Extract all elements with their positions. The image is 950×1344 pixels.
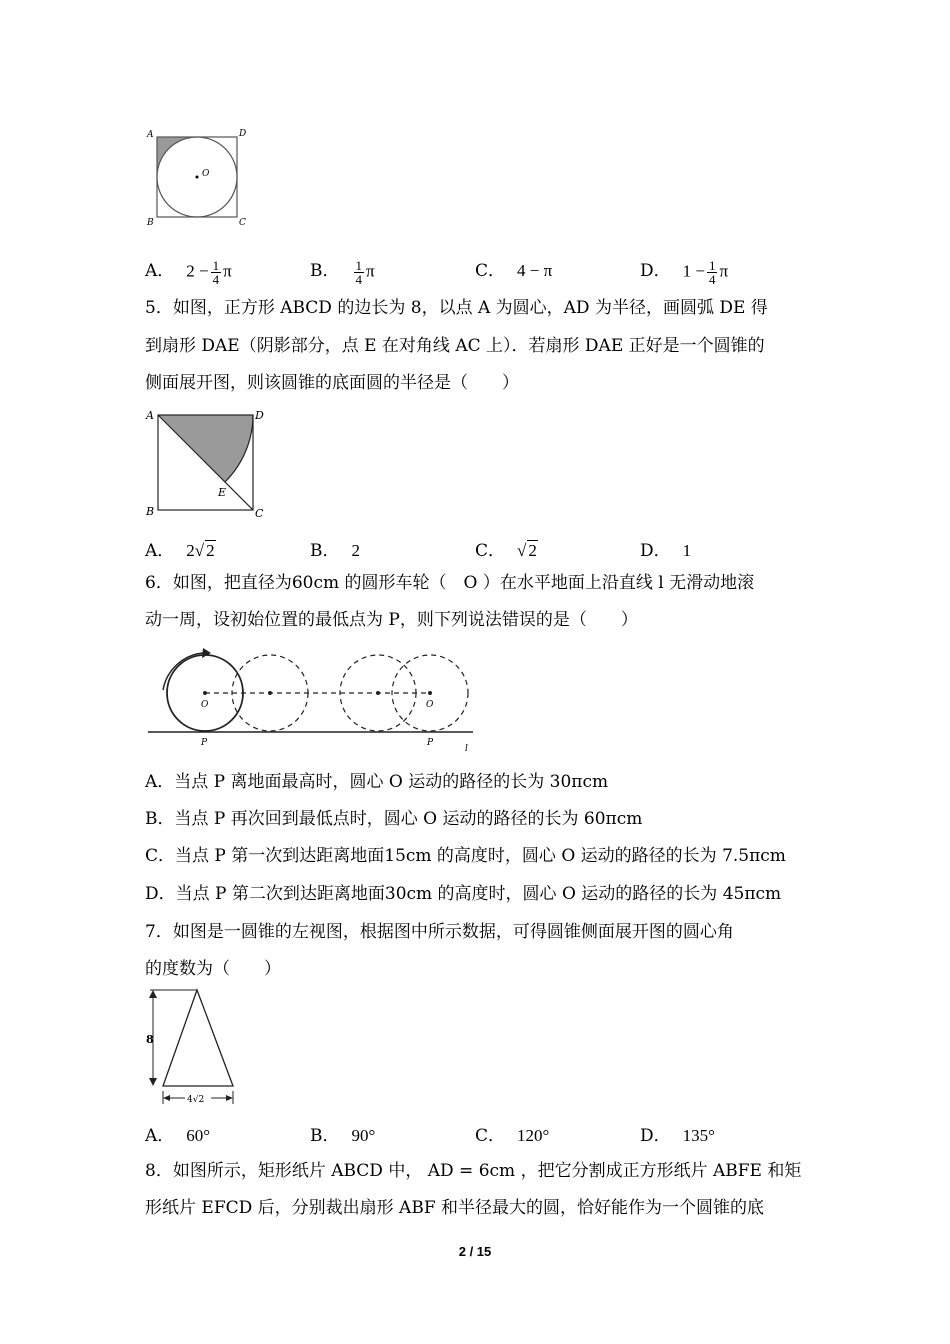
q5-options [145, 536, 825, 560]
q6-center-dot-3 [376, 691, 380, 695]
q5-figure [143, 405, 273, 520]
q6-label-l: l [465, 744, 468, 754]
q7-option-b[interactable]: B． 90° [310, 1126, 376, 1146]
q6-figure [143, 645, 483, 755]
q4-option-a[interactable]: A． 2 − $\frac{1}{4}$ π [145, 257, 232, 287]
q7-height-arrowhead-up-icon [149, 990, 157, 998]
q5-label-d: D [255, 409, 264, 422]
q7-triangle [163, 990, 233, 1086]
q5-option-c[interactable]: C． √ 2 [475, 541, 537, 561]
q7-label-base: 4√2 [187, 1095, 205, 1105]
q4-option-c[interactable]: C． 4 − π [475, 261, 553, 281]
q8-line-2: 形纸片 EFCD 后，分别裁出扇形 ABF 和半径最大的圆，恰好能作为一个圆锥的底 [145, 1198, 765, 1218]
q6-label-o-start: O [201, 700, 209, 710]
q5-option-a[interactable]: A． 2√ 2 [145, 541, 215, 561]
page-number: 2 / 15 [458, 1244, 492, 1259]
q7-figure [140, 985, 250, 1110]
q4-options [145, 256, 825, 287]
q6-center-dot-1 [203, 691, 207, 695]
q4-option-b[interactable]: B． $\frac{1}{4}$ π [310, 257, 375, 287]
q7-option-a[interactable]: A． 60° [145, 1126, 211, 1146]
q4-center-dot [196, 176, 199, 179]
q7-height-arrowhead-down-icon [149, 1078, 157, 1086]
q4-figure [143, 125, 253, 230]
q6-line-2: 动一周，设初始位置的最低点为 P，则下列说法错误的是（ ） [145, 610, 638, 630]
q4-label-c: C [239, 218, 246, 228]
q4-option-d[interactable]: D． 1 − $\frac{1}{4}$ π [640, 257, 729, 287]
q7-option-c[interactable]: C． 120° [475, 1126, 550, 1146]
q7-base-arrowhead-left-icon [163, 1095, 170, 1101]
q6-center-dot-2 [268, 691, 272, 695]
q6-statement-d[interactable]: D．当点 P 第二次到达距离地面30cm 的高度时，圆心 O 运动的路径的长为 45πcm [145, 884, 782, 904]
q7-option-d[interactable]: D． 135° [640, 1126, 715, 1146]
q7-label-height: 8 [146, 1033, 154, 1046]
q4-shaded-corner [157, 137, 193, 173]
q6-arrowhead-icon [202, 648, 211, 658]
q5-line-1: 5．如图，正方形 ABCD 的边长为 8，以点 A 为圆心，AD 为半径，画圆弧 DE 得 [145, 298, 768, 318]
q5-label-c: C [255, 507, 264, 520]
q5-line-3: 侧面展开图，则该圆锥的底面圆的半径是（ ） [145, 373, 519, 393]
q8-line-1: 8．如图所示，矩形纸片 ABCD 中， AD = 6cm ，把它分割成正方形纸片 ABFE 和矩 [145, 1161, 802, 1181]
q5-line-2: 到扇形 DAE（阴影部分，点 E 在对角线 AC 上）．若扇形 DAE 正好是一个圆锥的 [145, 336, 765, 356]
q4-label-a: A [147, 130, 154, 140]
q4-label-o: O [202, 169, 210, 179]
q4-label-b: B [147, 218, 154, 228]
q6-rotation-arrow [163, 653, 203, 690]
q7-options [145, 1121, 825, 1145]
q6-statement-c[interactable]: C．当点 P 第一次到达距离地面15cm 的高度时，圆心 O 运动的路径的长为 7.5πcm [145, 846, 786, 866]
q6-label-p-start: P [201, 738, 208, 748]
q6-label-o-end: O [426, 700, 434, 710]
q6-statement-a[interactable]: A．当点 P 离地面最高时，圆心 O 运动的路径的长为 30πcm [145, 772, 609, 792]
q7-line-2: 的度数为（ ） [145, 959, 281, 979]
q6-line-1: 6．如图，把直径为60cm 的圆形车轮（ O ）在水平地面上沿直线 l 无滑动地滚 [145, 573, 755, 593]
q5-label-b: B [146, 505, 155, 518]
q7-base-arrowhead-right-icon [226, 1095, 233, 1101]
q5-label-e: E [218, 486, 227, 499]
q5-option-d[interactable]: D． 1 [640, 541, 692, 561]
q5-shaded-sector [158, 415, 253, 482]
q6-center-dot-4 [428, 691, 432, 695]
q6-label-p-end: P [427, 738, 434, 748]
q7-line-1: 7．如图是一圆锥的左视图，根据图中所示数据，可得圆锥侧面展开图的圆心角 [145, 922, 734, 942]
q6-statement-b[interactable]: B．当点 P 再次回到最低点时，圆心 O 运动的路径的长为 60πcm [145, 809, 643, 829]
q5-option-b[interactable]: B． 2 [310, 541, 360, 561]
q4-label-d: D [239, 129, 247, 139]
q5-label-a: A [146, 409, 154, 422]
